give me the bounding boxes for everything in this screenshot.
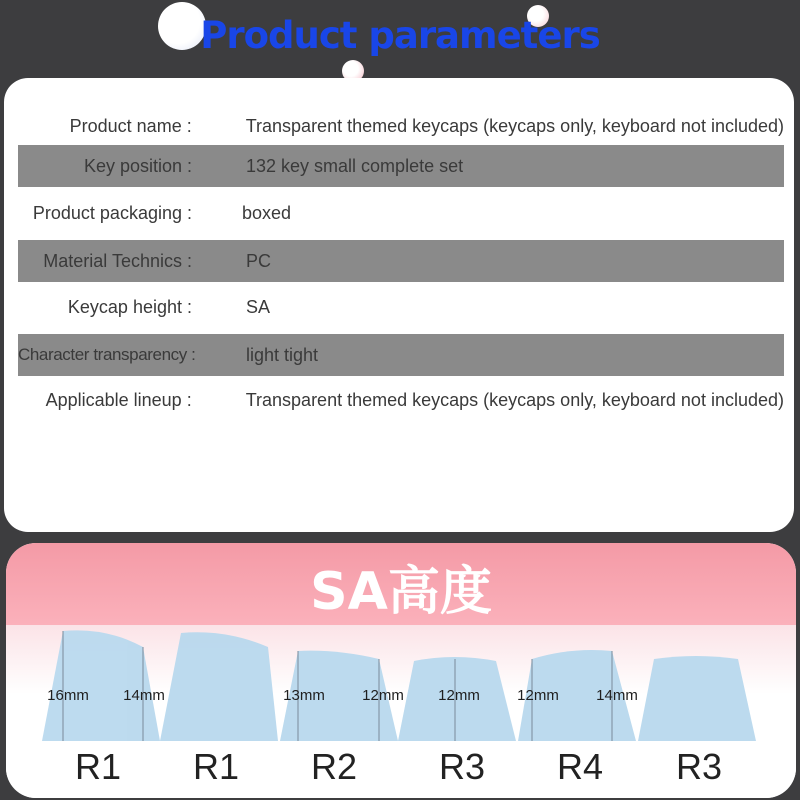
keycap-r3-b bbox=[638, 656, 756, 741]
product-parameters-card bbox=[4, 78, 794, 532]
param-value: SA bbox=[246, 296, 271, 317]
measurement-label: 14mm bbox=[596, 687, 638, 704]
param-value: PC bbox=[246, 250, 272, 271]
measurement-label: 16mm bbox=[47, 687, 89, 704]
param-label: Keycap height : bbox=[67, 296, 192, 317]
param-value: 132 key small complete set bbox=[246, 155, 464, 176]
row-label: R3 bbox=[438, 746, 486, 787]
sa-height-panel bbox=[6, 543, 796, 798]
sa-title: SA高度 bbox=[310, 562, 492, 622]
param-label: Key position : bbox=[83, 155, 192, 176]
row-label: R1 bbox=[74, 746, 122, 787]
param-row-packaging bbox=[18, 192, 784, 234]
row-label: R2 bbox=[310, 746, 358, 787]
param-label: Material Technics : bbox=[43, 250, 192, 271]
param-row-key-position bbox=[18, 145, 784, 187]
param-label: Character transparency : bbox=[18, 345, 196, 364]
param-row-material bbox=[18, 240, 784, 282]
keycap-r1-b bbox=[160, 632, 278, 741]
param-row-character-transparency bbox=[18, 334, 784, 376]
measurement-label: 12mm bbox=[362, 687, 404, 704]
row-label: R3 bbox=[675, 746, 723, 787]
param-value: Transparent themed keycaps (keycaps only, keyboard not included) bbox=[245, 115, 784, 136]
measurement-label: 13mm bbox=[283, 687, 325, 704]
param-row-keycap-height bbox=[18, 286, 784, 328]
top-banner bbox=[0, 0, 800, 78]
row-label: R4 bbox=[556, 746, 604, 787]
param-value: boxed bbox=[242, 202, 292, 223]
measurement-label: 12mm bbox=[438, 687, 480, 704]
param-row-applicable-lineup bbox=[18, 379, 784, 421]
param-label: Applicable lineup : bbox=[45, 389, 192, 410]
row-label: R1 bbox=[192, 746, 240, 787]
measurement-label: 14mm bbox=[123, 687, 165, 704]
param-row-product-name bbox=[18, 105, 784, 147]
param-value: Transparent themed keycaps (keycaps only, keyboard not included) bbox=[245, 389, 784, 410]
param-value: light tight bbox=[246, 344, 319, 365]
keycap-r1-a bbox=[42, 630, 160, 741]
param-label: Product packaging : bbox=[32, 202, 192, 223]
page-title: Product parameters bbox=[200, 14, 600, 57]
measurement-label: 12mm bbox=[517, 687, 559, 704]
param-label: Product name : bbox=[69, 115, 192, 136]
